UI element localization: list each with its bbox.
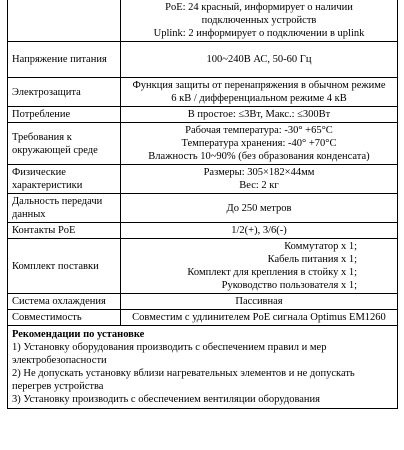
spec-value xyxy=(121,0,398,42)
spec-key: Комплект поставки xyxy=(8,239,121,294)
spec-value xyxy=(121,194,398,223)
recommendations xyxy=(8,326,398,409)
table-row xyxy=(8,310,398,326)
spec-value xyxy=(121,239,398,294)
recommendations-title: Рекомендации по установке xyxy=(12,329,145,340)
table-row xyxy=(8,107,398,123)
spec-value xyxy=(121,223,398,239)
spec-key: Контакты PoE xyxy=(8,223,121,239)
spec-value xyxy=(121,107,398,123)
table-row xyxy=(8,326,398,409)
storage-temp: Температура хранения: -40° +70°С xyxy=(181,138,337,149)
spec-key: Требования к окружающей среде xyxy=(8,123,121,165)
spec-value xyxy=(121,42,398,78)
spec-key: Дальность передачи данных xyxy=(8,194,121,223)
table-row xyxy=(8,42,398,78)
table-row xyxy=(8,223,398,239)
table-row xyxy=(8,0,398,42)
protection-line-2: 6 кВ / дифференциальном режиме 4 кВ xyxy=(171,93,347,104)
recommendation-item: 1) Установку оборудования производить с обеспечением правил и мер электробезопасности xyxy=(12,342,327,366)
led-poe-line-1: PoE: 24 красный, информирует о наличии xyxy=(165,2,353,13)
transmission-distance: До 250 метров xyxy=(226,202,292,214)
recommendation-item: 2) Не допускать установку вблизи нагревательных элементов и не допускать перегрев устройства xyxy=(12,368,355,392)
consumption-value: В простое: ≤3Вт, Макс.: ≤300Вт xyxy=(187,109,331,120)
led-poe-line-2: подключенных устройств xyxy=(201,15,317,26)
table-row xyxy=(8,78,398,107)
table-row xyxy=(8,165,398,194)
table-row xyxy=(8,123,398,165)
poe-pins: 1/2(+), 3/6(-) xyxy=(231,225,287,236)
dimensions: Размеры: 305×182×44мм xyxy=(203,167,315,178)
spec-value xyxy=(121,310,398,326)
table-row xyxy=(8,294,398,310)
spec-value xyxy=(121,78,398,107)
package-item: Комплект для крепления в стойку х 1; xyxy=(187,267,357,278)
led-uplink-line: Uplink: 2 информирует о подключении в uplink xyxy=(153,28,365,39)
humidity: Влажность 10~90% (без образования конденсата) xyxy=(148,151,370,162)
spec-key xyxy=(8,0,121,42)
spec-sheet xyxy=(7,0,398,409)
spec-key: Физические характеристики xyxy=(8,165,121,194)
spec-key: Система охлаждения xyxy=(8,294,121,310)
recommendation-item: 3) Установку производить с обеспечением вентиляции оборудования xyxy=(12,394,320,405)
package-item: Руководство пользователя х 1; xyxy=(221,280,357,291)
spec-value xyxy=(121,294,398,310)
operating-temp: Рабочая температура: -30° +65°С xyxy=(185,125,333,136)
cooling-value: Пассивная xyxy=(235,296,283,307)
spec-value xyxy=(121,123,398,165)
spec-value xyxy=(121,165,398,194)
protection-line-1: Функция защиты от перенапряжения в обычном режиме xyxy=(132,80,386,91)
spec-key: Электрозащита xyxy=(8,78,121,107)
spec-key: Потребление xyxy=(8,107,121,123)
spec-key: Напряжение питания xyxy=(8,42,121,78)
spec-table xyxy=(7,0,398,409)
table-row xyxy=(8,239,398,294)
spec-key: Совместимость xyxy=(8,310,121,326)
compatibility-value: Совместим с удлинителем PoE сигнала Optimus EM1260 xyxy=(132,312,386,323)
power-supply-value: 100~240В АС, 50-60 Гц xyxy=(206,54,312,65)
package-item: Коммутатор х 1; xyxy=(284,241,357,252)
weight: Вес: 2 кг xyxy=(239,180,279,191)
package-item: Кабель питания х 1; xyxy=(267,254,357,265)
table-row xyxy=(8,194,398,223)
